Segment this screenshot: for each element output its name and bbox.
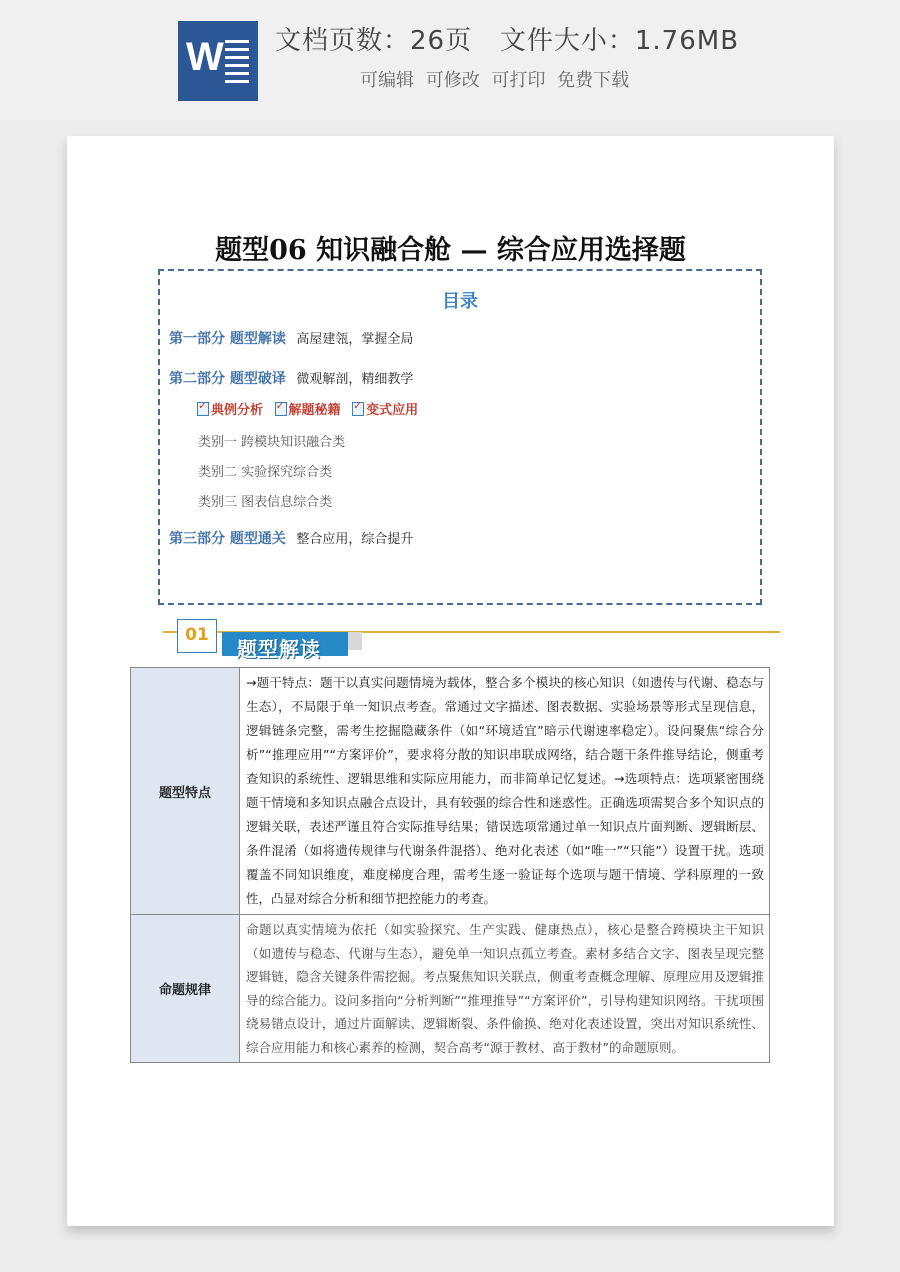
row-content: 命题以真实情境为依托（如实验探究、生产实践、健康热点），核心是整合跨模块主干知识（如遗传与稳态、代谢与生态），避免单一知识点孤立考查。素材多结合文字、图表呈现完整逻辑链，隐含关键条件需挖掘。考点聚焦知识关联点，侧重考查概念理解、原理应用及逻辑推导的综合能力。设问多指向“分析判断”“推理推导”“方案评价”，引导构建知识网络。干扰项围绕易错点设计，通过片面解读、逻辑断裂、条件偷换、绝对化表述设置，突出对知识系统性、综合应用能力和核心素养的检测，契合高考“源于教材、高于教材”的命题原则。 [240,915,770,1063]
toc-link-variant-label: 变式应用 [366,403,419,418]
checklist-icon [352,402,364,416]
checklist-icon [275,402,287,416]
toc-heading: 目录 [442,291,478,312]
row-label: 题型特点 [131,668,240,915]
row-content: →题干特点：题干以真实问题情境为载体，整合多个模块的核心知识（如遗传与代谢、稳态与生态），不局限于单一知识点考查。常通过文字描述、图表数据、实验场景等形式呈现信息，逻辑链条完整，需考生挖掘隐藏条件（如“环境适宜”暗示代谢速率稳定）。设问聚焦“综合分析”“推理应用”“方案评价”，要求将分散的知识串联成网络，结合题干条件推导结论，侧重考查知识的系统性、逻辑思维和实际应用能力，而非简单记忆复述。→选项特点：选项紧密围绕题干情境和多知识点融合点设计，具有较强的综合性和迷惑性。正确选项需契合多个知识点的逻辑关联，表述严谨且符合实际推导结果；错误选项常通过单一知识点片面判断、逻辑断层、条件混淆（如将遗传规律与代谢条件混搭）、绝对化表述（如“唯一”“只能”）设置干扰。选项覆盖不同知识维度，难度梯度合理，需考生逐一验证每个选项与题干情境、学科原理的一致性，凸显对综合分析和细节把控能力的考查。 [240,668,770,915]
toc-part-3-desc: 整合应用，综合提升 [296,532,414,547]
toc-part-2[interactable] [169,368,413,388]
row-label: 命题规律 [131,915,240,1063]
table-row [131,915,770,1063]
table-row [131,668,770,915]
document-stats: 文档页数：26页 文件大小：1.76MB [275,26,740,56]
section-title: 题型解读 [237,637,321,661]
toc-part-1-desc: 高屋建瓴，掌握全局 [296,332,414,347]
download-banner [0,0,900,120]
toc-link-example[interactable] [197,403,263,418]
info-table [130,667,770,1063]
toc-category-3[interactable]: 类别三 图表信息综合类 [198,495,333,510]
word-icon-lines [225,40,249,88]
document-page [67,136,834,1226]
document-actions: 可编辑 可修改 可打印 免费下载 [360,70,630,91]
toc-part-1[interactable] [169,328,413,348]
toc-part-1-tag: 第一部分 题型解读 [169,331,286,347]
section-number: 01 [177,619,217,653]
toc-part-2-desc: 微观解剖，精细教学 [296,372,414,387]
toc-link-row [197,399,425,418]
toc-link-variant[interactable] [352,403,418,418]
section-band-shadow [348,632,362,650]
checklist-icon [197,402,209,416]
toc-link-example-label: 典例分析 [211,403,264,418]
toc-part-2-tag: 第二部分 题型破译 [169,371,286,387]
toc-category-2[interactable]: 类别二 实验探究综合类 [198,465,333,480]
word-doc-icon [178,21,258,101]
toc-link-tips[interactable] [275,403,341,418]
word-icon-letter: W [186,35,224,79]
document-title: 题型06 知识融合舱 — 综合应用选择题 [215,235,686,266]
toc-category-1[interactable]: 类别一 跨模块知识融合类 [198,435,346,450]
toc-part-3-tag: 第三部分 题型通关 [169,531,286,547]
table-of-contents [158,269,762,605]
toc-link-tips-label: 解题秘籍 [288,403,341,418]
toc-part-3[interactable] [169,528,413,548]
